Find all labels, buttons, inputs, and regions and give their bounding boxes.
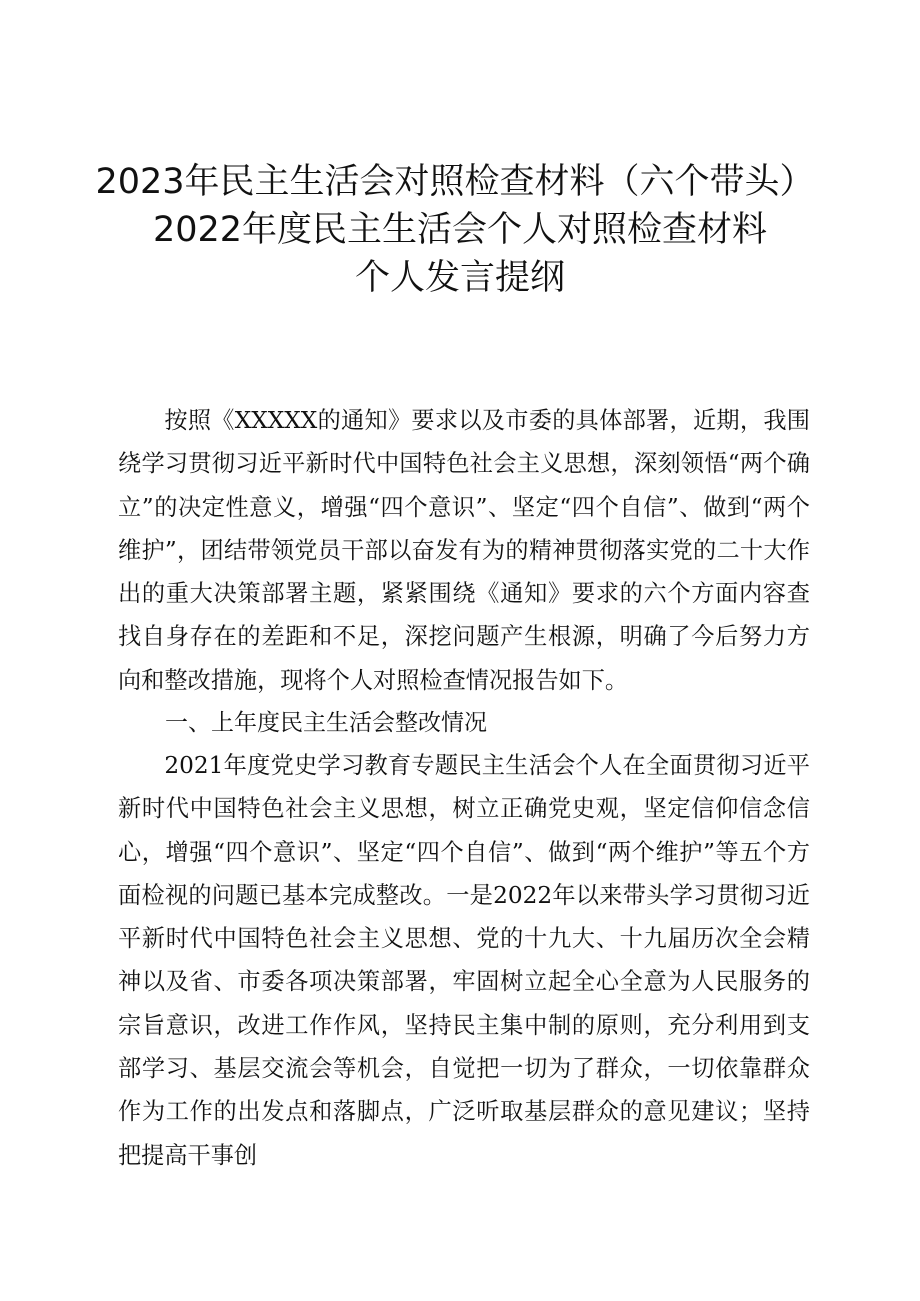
section-paragraph: 2021年度党史学习教育专题民主生活会个人在全面贯彻习近平新时代中国特色社会主义思想，树立正确党史观，坚定信仰信念信心，增强“四个意识”、坚定“四个自信”、做到“两个维护”等五个方面检视的问题已基本完成整改。一是2022年以来带头学习贯彻习近平新时代中国特色社会主义思想、党的十九大、十九届历次全会精神以及省、市委各项决策部署，牢固树立起全心全意为人民服务的宗旨意识，改进工作作风，坚持民主集中制的原则，充分利用到支部学习、基层交流会等机会，自觉把一切为了群众，一切依靠群众作为工作的出发点和落脚点，广泛听取基层群众的意见建议；坚持把提高干事创 [118, 752, 810, 1169]
intro-paragraph: 按照《XXXXX的通知》要求以及市委的具体部署，近期，我围绕学习贯彻习近平新时代中国特色社会主义思想，深刻领悟“两个确立”的决定性意义，增强“四个意识”、坚定“四个自信”、做到“两个维护”，团结带领党员干部以奋发有为的精神贯彻落实党的二十大作出的重大决策部署主题，紧紧围绕《通知》要求的六个方面内容查找自身存在的差距和不足，深挖问题产生根源，明确了今后努力方向和整改措施，现将个人对照检查情况报告如下。 [118, 407, 810, 694]
document-title-block [0, 158, 920, 302]
document-title-line-3: 个人发言提纲 [354, 258, 565, 298]
document-title-line-2: 2022年度民主生活会个人对照检查材料 [152, 210, 768, 250]
document-title-line-1: 2023年民主生活会对照检查材料（六个带头） [95, 162, 815, 202]
section-heading: 一、上年度民主生活会整改情况 [165, 710, 487, 736]
